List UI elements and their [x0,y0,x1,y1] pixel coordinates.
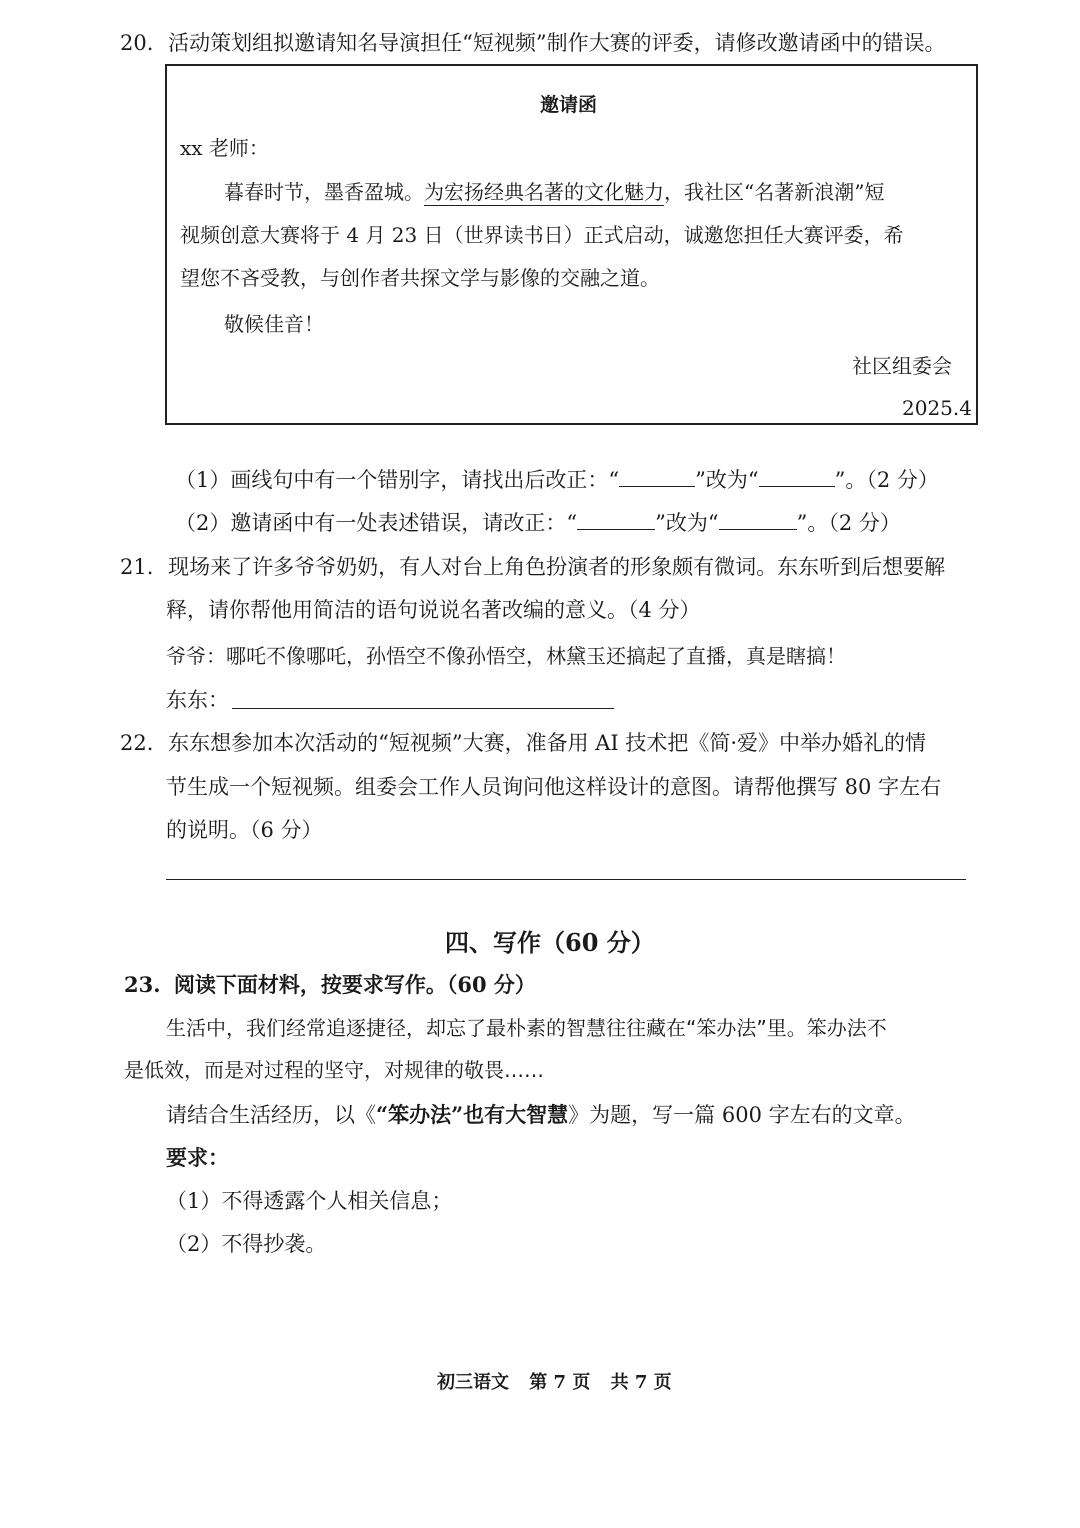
q23-prompt-pre: 请结合生活经历，以《 [166,1103,376,1127]
q23-material-line2: 是低效，而是对过程的坚守，对规律的敬畏…… [124,1058,544,1082]
section-writing-title: 四、写作（60 分） [445,928,655,957]
q20-sub2-prefix: （2）邀请函中有一处表述错误，请改正：“ [175,511,578,535]
q23-requirement-1: （1）不得透露个人相关信息； [166,1189,453,1213]
letter-signature: 社区组委会 [852,354,952,378]
q23-requirement-2: （2）不得抄袭。 [166,1232,327,1256]
q20-sub2-suffix: ”。（2 分） [796,511,901,535]
q23-requirements-label: 要求： [166,1145,229,1170]
q20-sub2-blank-wrong[interactable] [577,511,655,530]
q23-essay-title: “笨办法”也有大智慧 [376,1102,569,1127]
letter-paragraph-line2: 视频创意大赛将于 4 月 23 日（世界读书日）正式启动，诚邀您担任大赛评委，希 [180,223,904,247]
letter-title: 邀请函 [540,94,598,116]
q20-sub2-blank-correct[interactable] [719,511,797,530]
q22-answer-line[interactable] [166,879,966,880]
letter-underlined-sentence: 为宏扬经典名著的文化魅力 [424,180,664,204]
q23-stem [124,969,536,999]
letter-date: 2025.4 [902,396,972,420]
q20-number: 20. [120,31,154,55]
q20-sub2 [175,507,901,537]
footer-page-number: 第 7 页 [529,1372,591,1393]
q23-material-line1: 生活中，我们经常追逐捷径，却忘了最朴素的智慧往往藏在“笨办法”里。笨办法不 [166,1016,887,1040]
q20-sub1-suffix: ”。（2 分） [834,468,939,492]
q20-sub1-blank-correct[interactable] [759,468,835,487]
q21-stem-line1 [120,551,945,581]
q20-sub1-prefix: （1）画线句中有一个错别字，请找出后改正：“ [175,468,620,492]
q23-prompt-post: 》为题，写一篇 600 字左右的文章。 [568,1103,916,1127]
q22-text1: 东东想参加本次活动的“短视频”大赛，准备用 AI 技术把《简·爱》中举办婚礼的情 [168,731,927,755]
letter-paragraph-line3: 望您不吝受教，与创作者共探文学与影像的交融之道。 [180,266,660,290]
q21-stem-line2: 释，请你帮他用简洁的语句说说名著改编的意义。（4 分） [166,598,701,622]
q20-stem [120,27,946,57]
q20-sub1-blank-wrong[interactable] [619,468,695,487]
q22-line3: 的说明。（6 分） [166,818,323,842]
q21-answer-line[interactable] [232,708,614,709]
letter-p1-rest: ，我社区“名著新浪潮”短 [664,180,885,204]
q21-stem-text1: 现场来了许多爷爷奶奶，有人对台上角色扮演者的形象颇有微词。东东听到后想要解 [168,555,946,579]
q22-number: 22. [120,731,154,755]
letter-p1-lead: 暮春时节，墨香盈城。 [224,180,424,204]
q20-sub1-middle: ”改为“ [695,468,759,492]
q21-number: 21. [120,555,154,579]
q21-dongdong-label: 东东： [166,688,229,712]
q20-sub1 [175,464,939,494]
letter-closing: 敬候佳音！ [224,312,324,336]
q23-number: 23. [124,972,161,997]
q22-line2: 节生成一个短视频。组委会工作人员询问他这样设计的意图。请帮他撰写 80 字左右 [166,775,942,799]
letter-paragraph-line1 [224,176,884,205]
footer-subject: 初三语文 [437,1372,509,1393]
q23-prompt [166,1099,916,1129]
q23-stem-text: 阅读下面材料，按要求写作。（60 分） [173,972,536,997]
letter-salutation: xx 老师： [180,136,269,160]
q20-stem-text: 活动策划组拟邀请知名导演担任“短视频”制作大赛的评委，请修改邀请函中的错误。 [168,31,946,55]
footer-total-pages: 共 7 页 [610,1372,672,1393]
q20-sub2-middle: ”改为“ [655,511,719,535]
q22-line1 [120,727,926,757]
page-footer [437,1368,672,1394]
q21-grandpa-quote: 爷爷：哪吒不像哪吒，孙悟空不像孙悟空，林黛玉还搞起了直播，真是瞎搞！ [166,644,846,668]
